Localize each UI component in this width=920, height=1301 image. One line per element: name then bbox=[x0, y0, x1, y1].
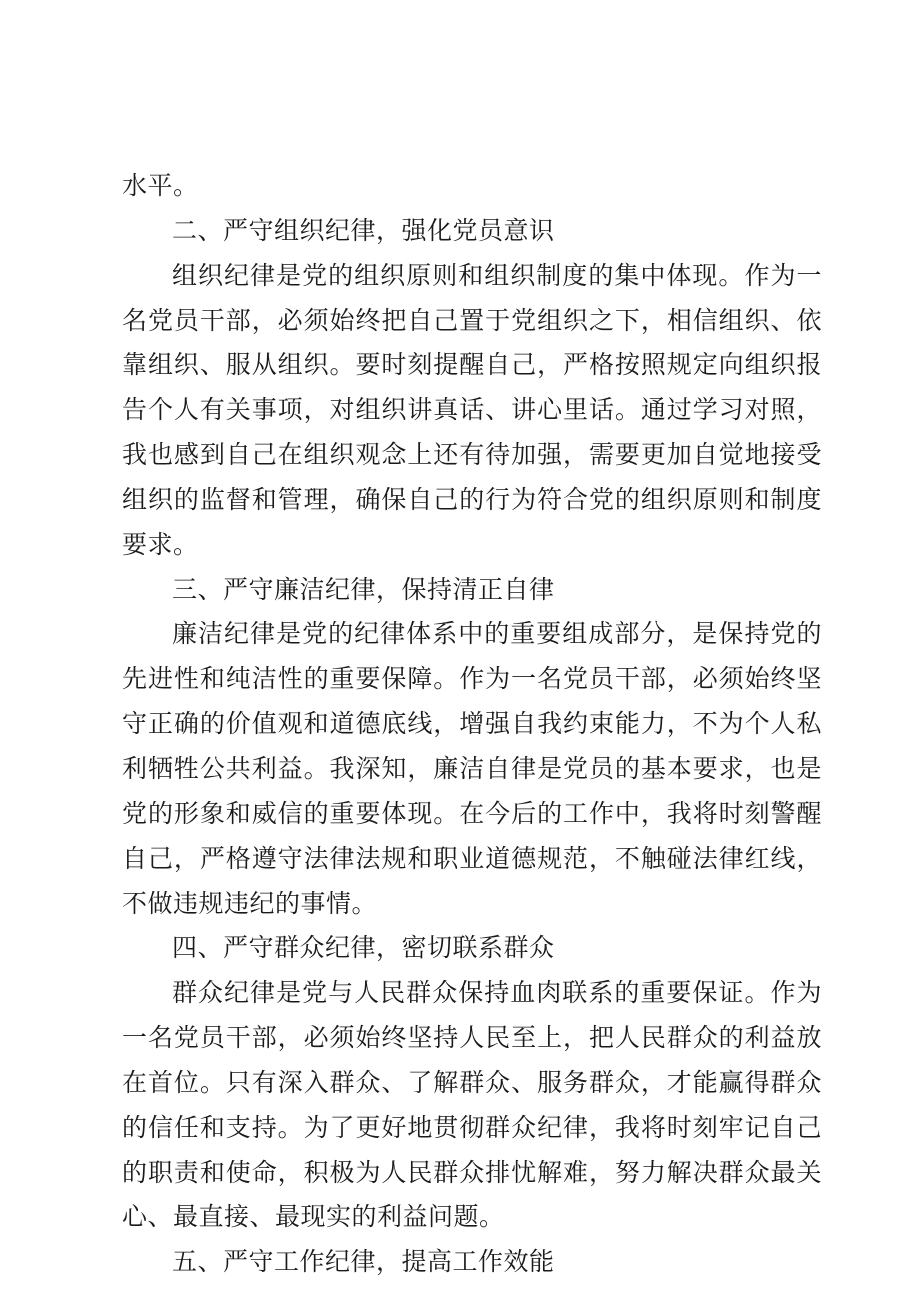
paragraph-organization-discipline: 组织纪律是党的组织原则和组织制度的集中体现。作为一名党员干部，必须始终把自己置于党组织之下，相信组织、依靠组织、服从组织。要时刻提醒自己，严格按照规定向组织报告个人有关事项，对组织讲真话、讲心里话。通过学习对照，我也感到自己在组织观念上还有待加强，需要更加自觉地接受组织的监督和管理，确保自己的行为符合党的组织原则和制度要求。 bbox=[122, 260, 822, 559]
section-heading-2: 二、严守组织纪律，强化党员意识 bbox=[172, 215, 555, 245]
paragraph-continuation: 水平。 bbox=[122, 171, 199, 200]
section-heading-3: 三、严守廉洁纪律，保持清正自律 bbox=[172, 574, 555, 604]
paragraph-mass-discipline: 群众纪律是党与人民群众保持血肉联系的重要保证。作为一名党员干部，必须始终坚持人民至上，把人民群众的利益放在首位。只有深入群众、了解群众、服务群众，才能赢得群众的信任和支持。为了更好地贯彻群众纪律，我将时刻牢记自己的职责和使命，积极为人民群众排忧解难，努力解决群众最关心、最直接、最现实的利益问题。 bbox=[122, 978, 822, 1232]
section-heading-4: 四、严守群众纪律，密切联系群众 bbox=[172, 933, 555, 963]
paragraph-integrity-discipline: 廉洁纪律是党的纪律体系中的重要组成部分，是保持党的先进性和纯洁性的重要保障。作为一名党员干部，必须始终坚守正确的价值观和道德底线，增强自我约束能力，不为个人私利牺牲公共利益。我深知，廉洁自律是党员的基本要求，也是党的形象和威信的重要体现。在今后的工作中，我将时刻警醒自己，严格遵守法律法规和职业道德规范，不触碰法律红线，不做违规违纪的事情。 bbox=[122, 619, 822, 918]
section-heading-5: 五、严守工作纪律，提高工作效能 bbox=[172, 1247, 555, 1277]
document-body bbox=[122, 164, 822, 1285]
